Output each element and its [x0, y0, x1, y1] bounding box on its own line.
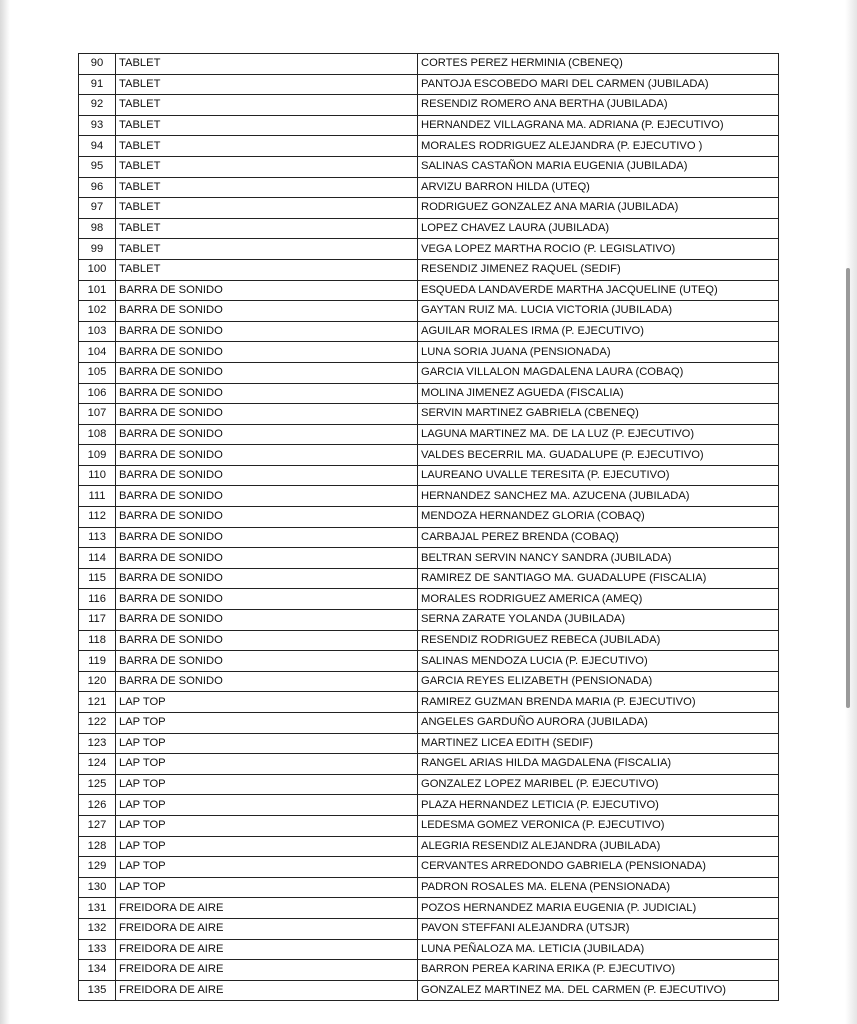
row-number: 124 [79, 754, 116, 775]
winner-name: RESENDIZ ROMERO ANA BERTHA (JUBILADA) [418, 95, 779, 116]
winner-name: GONZALEZ MARTINEZ MA. DEL CARMEN (P. EJECUTIVO) [418, 980, 779, 1001]
row-number: 99 [79, 239, 116, 260]
prize-item: BARRA DE SONIDO [116, 321, 418, 342]
winner-name: RESENDIZ JIMENEZ RAQUEL (SEDIF) [418, 259, 779, 280]
prize-item: BARRA DE SONIDO [116, 651, 418, 672]
row-number: 126 [79, 795, 116, 816]
table-row [79, 918, 779, 939]
table-row [79, 259, 779, 280]
prize-item: BARRA DE SONIDO [116, 671, 418, 692]
row-number: 107 [79, 404, 116, 425]
winner-name: GONZALEZ LOPEZ MARIBEL (P. EJECUTIVO) [418, 774, 779, 795]
row-number: 92 [79, 95, 116, 116]
prize-item: TABLET [116, 74, 418, 95]
table-row [79, 342, 779, 363]
prize-item: TABLET [116, 218, 418, 239]
table-row [79, 754, 779, 775]
prize-item: LAP TOP [116, 877, 418, 898]
prize-item: BARRA DE SONIDO [116, 548, 418, 569]
table-row [79, 115, 779, 136]
winner-name: SERVIN MARTINEZ GABRIELA (CBENEQ) [418, 404, 779, 425]
winner-name: POZOS HERNANDEZ MARIA EUGENIA (P. JUDICIAL) [418, 898, 779, 919]
row-number: 115 [79, 568, 116, 589]
table-row [79, 383, 779, 404]
winner-name: CARBAJAL PEREZ BRENDA (COBAQ) [418, 527, 779, 548]
winner-name: PAVON STEFFANI ALEJANDRA (UTSJR) [418, 918, 779, 939]
prize-item: TABLET [116, 95, 418, 116]
row-number: 103 [79, 321, 116, 342]
raffle-winners-table [78, 53, 779, 1001]
table-row [79, 95, 779, 116]
table-row [79, 815, 779, 836]
prize-item: LAP TOP [116, 836, 418, 857]
row-number: 97 [79, 198, 116, 219]
prize-item: TABLET [116, 54, 418, 75]
row-number: 108 [79, 424, 116, 445]
winner-name: HERNANDEZ VILLAGRANA MA. ADRIANA (P. EJECUTIVO) [418, 115, 779, 136]
table-row [79, 692, 779, 713]
winner-name: LAUREANO UVALLE TERESITA (P. EJECUTIVO) [418, 465, 779, 486]
table-row [79, 527, 779, 548]
table-row [79, 136, 779, 157]
table-row [79, 589, 779, 610]
table-row [79, 465, 779, 486]
prize-item: BARRA DE SONIDO [116, 280, 418, 301]
row-number: 121 [79, 692, 116, 713]
winner-name: ARVIZU BARRON HILDA (UTEQ) [418, 177, 779, 198]
table-row [79, 424, 779, 445]
table-row [79, 548, 779, 569]
prize-item: LAP TOP [116, 795, 418, 816]
row-number: 122 [79, 713, 116, 734]
row-number: 93 [79, 115, 116, 136]
prize-item: BARRA DE SONIDO [116, 465, 418, 486]
table-row [79, 610, 779, 631]
prize-item: TABLET [116, 239, 418, 260]
row-number: 131 [79, 898, 116, 919]
row-number: 94 [79, 136, 116, 157]
winner-name: MORALES RODRIGUEZ ALEJANDRA (P. EJECUTIVO ) [418, 136, 779, 157]
table-row [79, 960, 779, 981]
table-row [79, 239, 779, 260]
row-number: 135 [79, 980, 116, 1001]
row-number: 104 [79, 342, 116, 363]
table-row [79, 939, 779, 960]
winner-name: CERVANTES ARREDONDO GABRIELA (PENSIONADA) [418, 857, 779, 878]
table-row [79, 857, 779, 878]
row-number: 102 [79, 301, 116, 322]
row-number: 112 [79, 507, 116, 528]
winner-name: BARRON PEREA KARINA ERIKA (P. EJECUTIVO) [418, 960, 779, 981]
winner-name: MOLINA JIMENEZ AGUEDA (FISCALIA) [418, 383, 779, 404]
table-row [79, 568, 779, 589]
winner-name: PLAZA HERNANDEZ LETICIA (P. EJECUTIVO) [418, 795, 779, 816]
row-number: 128 [79, 836, 116, 857]
table-row [79, 198, 779, 219]
row-number: 130 [79, 877, 116, 898]
prize-item: LAP TOP [116, 754, 418, 775]
table-row [79, 713, 779, 734]
row-number: 111 [79, 486, 116, 507]
row-number: 117 [79, 610, 116, 631]
prize-item: TABLET [116, 198, 418, 219]
row-number: 105 [79, 362, 116, 383]
prize-item: BARRA DE SONIDO [116, 383, 418, 404]
winner-name: MENDOZA HERNANDEZ GLORIA (COBAQ) [418, 507, 779, 528]
row-number: 129 [79, 857, 116, 878]
row-number: 95 [79, 156, 116, 177]
prize-item: TABLET [116, 115, 418, 136]
row-number: 133 [79, 939, 116, 960]
winner-name: RAMIREZ DE SANTIAGO MA. GUADALUPE (FISCALIA) [418, 568, 779, 589]
row-number: 98 [79, 218, 116, 239]
table-row [79, 630, 779, 651]
winner-name: BELTRAN SERVIN NANCY SANDRA (JUBILADA) [418, 548, 779, 569]
row-number: 123 [79, 733, 116, 754]
prize-item: FREIDORA DE AIRE [116, 898, 418, 919]
winner-name: ESQUEDA LANDAVERDE MARTHA JACQUELINE (UTEQ) [418, 280, 779, 301]
prize-item: LAP TOP [116, 713, 418, 734]
prize-item: TABLET [116, 177, 418, 198]
prize-item: BARRA DE SONIDO [116, 589, 418, 610]
winner-name: LAGUNA MARTINEZ MA. DE LA LUZ (P. EJECUTIVO) [418, 424, 779, 445]
table-row [79, 177, 779, 198]
winner-name: SALINAS MENDOZA LUCIA (P. EJECUTIVO) [418, 651, 779, 672]
row-number: 96 [79, 177, 116, 198]
winner-name: ALEGRIA RESENDIZ ALEJANDRA (JUBILADA) [418, 836, 779, 857]
prize-item: BARRA DE SONIDO [116, 527, 418, 548]
winner-name: VEGA LOPEZ MARTHA ROCIO (P. LEGISLATIVO) [418, 239, 779, 260]
winner-name: PANTOJA ESCOBEDO MARI DEL CARMEN (JUBILADA) [418, 74, 779, 95]
table-row [79, 321, 779, 342]
prize-item: BARRA DE SONIDO [116, 507, 418, 528]
row-number: 116 [79, 589, 116, 610]
row-number: 106 [79, 383, 116, 404]
prize-item: LAP TOP [116, 815, 418, 836]
table-body [79, 54, 779, 1001]
winner-name: SALINAS CASTAÑON MARIA EUGENIA (JUBILADA) [418, 156, 779, 177]
table-row [79, 156, 779, 177]
prize-item: FREIDORA DE AIRE [116, 980, 418, 1001]
winner-name: CORTES PEREZ HERMINIA (CBENEQ) [418, 54, 779, 75]
scrollbar-thumb[interactable] [846, 268, 850, 708]
prize-item: BARRA DE SONIDO [116, 424, 418, 445]
winner-name: RESENDIZ RODRIGUEZ REBECA (JUBILADA) [418, 630, 779, 651]
prize-item: BARRA DE SONIDO [116, 568, 418, 589]
table-row [79, 507, 779, 528]
winner-name: RANGEL ARIAS HILDA MAGDALENA (FISCALIA) [418, 754, 779, 775]
prize-item: TABLET [116, 156, 418, 177]
table-row [79, 836, 779, 857]
row-number: 119 [79, 651, 116, 672]
row-number: 132 [79, 918, 116, 939]
row-number: 118 [79, 630, 116, 651]
row-number: 109 [79, 445, 116, 466]
table-row [79, 74, 779, 95]
prize-item: BARRA DE SONIDO [116, 630, 418, 651]
winner-name: VALDES BECERRIL MA. GUADALUPE (P. EJECUTIVO) [418, 445, 779, 466]
winner-name: ANGELES GARDUÑO AURORA (JUBILADA) [418, 713, 779, 734]
table-row [79, 877, 779, 898]
table-row [79, 445, 779, 466]
table-row [79, 54, 779, 75]
prize-item: BARRA DE SONIDO [116, 342, 418, 363]
winner-name: LUNA PEÑALOZA MA. LETICIA (JUBILADA) [418, 939, 779, 960]
prize-item: BARRA DE SONIDO [116, 445, 418, 466]
table-row [79, 898, 779, 919]
prize-item: LAP TOP [116, 774, 418, 795]
row-number: 113 [79, 527, 116, 548]
winner-name: MARTINEZ LICEA EDITH (SEDIF) [418, 733, 779, 754]
row-number: 114 [79, 548, 116, 569]
row-number: 134 [79, 960, 116, 981]
table-row [79, 362, 779, 383]
winner-name: PADRON ROSALES MA. ELENA (PENSIONADA) [418, 877, 779, 898]
prize-item: LAP TOP [116, 857, 418, 878]
table-row [79, 651, 779, 672]
row-number: 120 [79, 671, 116, 692]
table-row [79, 733, 779, 754]
table-row [79, 280, 779, 301]
row-number: 101 [79, 280, 116, 301]
table-row [79, 486, 779, 507]
row-number: 110 [79, 465, 116, 486]
prize-item: BARRA DE SONIDO [116, 610, 418, 631]
winner-name: RODRIGUEZ GONZALEZ ANA MARIA (JUBILADA) [418, 198, 779, 219]
row-number: 100 [79, 259, 116, 280]
table-row [79, 980, 779, 1001]
prize-item: BARRA DE SONIDO [116, 486, 418, 507]
table-row [79, 218, 779, 239]
prize-item: TABLET [116, 259, 418, 280]
prize-item: LAP TOP [116, 692, 418, 713]
prize-item: FREIDORA DE AIRE [116, 918, 418, 939]
row-number: 90 [79, 54, 116, 75]
winner-name: LUNA SORIA JUANA (PENSIONADA) [418, 342, 779, 363]
page-edge-left [0, 0, 10, 1024]
table-row [79, 301, 779, 322]
prize-item: FREIDORA DE AIRE [116, 960, 418, 981]
winner-name: GARCIA REYES ELIZABETH (PENSIONADA) [418, 671, 779, 692]
winner-name: SERNA ZARATE YOLANDA (JUBILADA) [418, 610, 779, 631]
winner-name: AGUILAR MORALES IRMA (P. EJECUTIVO) [418, 321, 779, 342]
winner-name: GAYTAN RUIZ MA. LUCIA VICTORIA (JUBILADA) [418, 301, 779, 322]
prize-item: FREIDORA DE AIRE [116, 939, 418, 960]
row-number: 91 [79, 74, 116, 95]
winner-name: RAMIREZ GUZMAN BRENDA MARIA (P. EJECUTIVO) [418, 692, 779, 713]
table-row [79, 774, 779, 795]
row-number: 125 [79, 774, 116, 795]
winner-name: LOPEZ CHAVEZ LAURA (JUBILADA) [418, 218, 779, 239]
prize-item: BARRA DE SONIDO [116, 404, 418, 425]
table-row [79, 404, 779, 425]
row-number: 127 [79, 815, 116, 836]
winner-name: HERNANDEZ SANCHEZ MA. AZUCENA (JUBILADA) [418, 486, 779, 507]
prize-item: TABLET [116, 136, 418, 157]
table-row [79, 795, 779, 816]
winner-name: GARCIA VILLALON MAGDALENA LAURA (COBAQ) [418, 362, 779, 383]
prize-item: BARRA DE SONIDO [116, 301, 418, 322]
prize-item: BARRA DE SONIDO [116, 362, 418, 383]
table-row [79, 671, 779, 692]
prize-item: LAP TOP [116, 733, 418, 754]
winner-name: LEDESMA GOMEZ VERONICA (P. EJECUTIVO) [418, 815, 779, 836]
winner-name: MORALES RODRIGUEZ AMERICA (AMEQ) [418, 589, 779, 610]
